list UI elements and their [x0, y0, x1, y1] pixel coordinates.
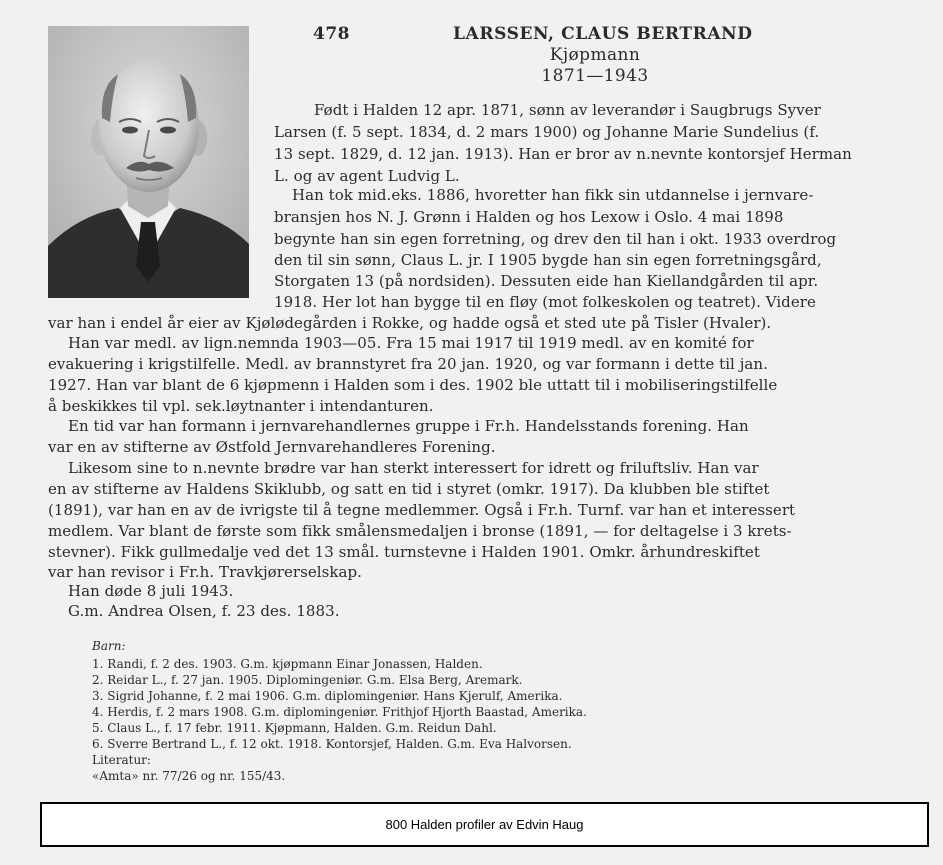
literature-heading: Literatur: [92, 753, 151, 767]
text-line: en av stifterne av Haldens Skiklubb, og satt en tid i styret (omkr. 1917). Da klubben ble stiftet [48, 480, 770, 498]
page-number: 478 [313, 24, 350, 44]
text-line: Han tok mid.eks. 1886, hvoretter han fikk sin utdannelse i jernvare- [292, 186, 814, 204]
literature-reference: «Amta» nr. 77/26 og nr. 155/43. [92, 769, 286, 783]
text-line: å beskikkes til vpl. sek.løytnanter i intendanturen. [48, 397, 434, 415]
text-line: Født i Halden 12 apr. 1871, sønn av leverandør i Saugbrugs Syver [314, 101, 821, 119]
text-line: (1891), var han en av de ivrigste til å tegne medlemmer. Også i Fr.h. Turnf. var han et interessert [48, 501, 796, 519]
child-item: 6. Sverre Bertrand L., f. 12 okt. 1918. Kontorsjef, Halden. G.m. Eva Halvorsen. [92, 737, 572, 751]
text-line: var han revisor i Fr.h. Travkjørerselskap. [48, 563, 362, 581]
text-line: Han var medl. av lign.nemnda 1903—05. Fra 15 mai 1917 til 1919 medl. av en komité for [68, 334, 754, 352]
profile-occupation: Kjøpmann [549, 45, 641, 65]
profile-name: LARSSEN, CLAUS BERTRAND [453, 24, 753, 44]
profile-years: 1871—1943 [541, 66, 649, 86]
text-line: En tid var han formann i jernvarehandlernes gruppe i Fr.h. Handelsstands forening. Han [68, 417, 749, 435]
children-heading: Barn: [92, 639, 126, 653]
caption-box [40, 802, 929, 847]
text-line: G.m. Andrea Olsen, f. 23 des. 1883. [68, 602, 340, 620]
child-item: 1. Randi, f. 2 des. 1903. G.m. kjøpmann Einar Jonassen, Halden. [92, 657, 483, 671]
text-line: Larsen (f. 5 sept. 1834, d. 2 mars 1900) og Johanne Marie Sundelius (f. [274, 123, 820, 141]
caption-text: 800 Halden profiler av Edvin Haug [385, 817, 584, 832]
text-line: 13 sept. 1829, d. 12 jan. 1913). Han er bror av n.nevnte kontorsjef Herman [274, 145, 852, 163]
child-item: 5. Claus L., f. 17 febr. 1911. Kjøpmann, Halden. G.m. Reidun Dahl. [92, 721, 497, 735]
text-line: den til sin sønn, Claus L. jr. I 1905 bygde han sin egen forretningsgård, [274, 251, 822, 269]
text-line: L. og av agent Ludvig L. [274, 167, 460, 185]
text-line: stevner). Fikk gullmedalje ved det 13 smål. turnstevne i Halden 1901. Omkr. århundreskiftet [48, 543, 760, 561]
child-item: 2. Reidar L., f. 27 jan. 1905. Diplomingeniør. G.m. Elsa Berg, Aremark. [92, 673, 523, 687]
text-line: var en av stifterne av Østfold Jernvarehandleres Forening. [48, 438, 496, 456]
text-line: var han i endel år eier av Kjølødegården i Rokke, og hadde også et sted ute på Tisler (Hvaler). [48, 314, 772, 332]
text-line: 1927. Han var blant de 6 kjøpmenn i Halden som i des. 1902 ble uttatt til i mobiliseringstilfelle [48, 376, 778, 394]
child-item: 4. Herdis, f. 2 mars 1908. G.m. diplomingeniør. Frithjof Hjorth Baastad, Amerika. [92, 705, 587, 719]
text-line: Storgaten 13 (på nordsiden). Dessuten eide han Kiellandgården til apr. [274, 272, 819, 290]
text-line: Han døde 8 juli 1943. [68, 582, 234, 600]
text-line: medlem. Var blant de første som fikk smålensmedaljen i bronse (1891, — for deltagelse i 3 krets- [48, 522, 792, 540]
child-item: 3. Sigrid Johanne, f. 2 mai 1906. G.m. diplomingeniør. Hans Kjerulf, Amerika. [92, 689, 563, 703]
text-line: Likesom sine to n.nevnte brødre var han sterkt interessert for idrett og friluftsliv. Han var [68, 459, 759, 477]
text-line: evakuering i krigstilfelle. Medl. av brannstyret fra 20 jan. 1920, og var formann i dette til jan. [48, 355, 768, 373]
text-line: 1918. Her lot han bygge til en fløy (mot folkeskolen og teatret). Videre [274, 293, 816, 311]
text-line: begynte han sin egen forretning, og drev den til han i okt. 1933 overdrog [274, 230, 837, 248]
text-line: bransjen hos N. J. Grønn i Halden og hos Lexow i Oslo. 4 mai 1898 [274, 208, 784, 226]
